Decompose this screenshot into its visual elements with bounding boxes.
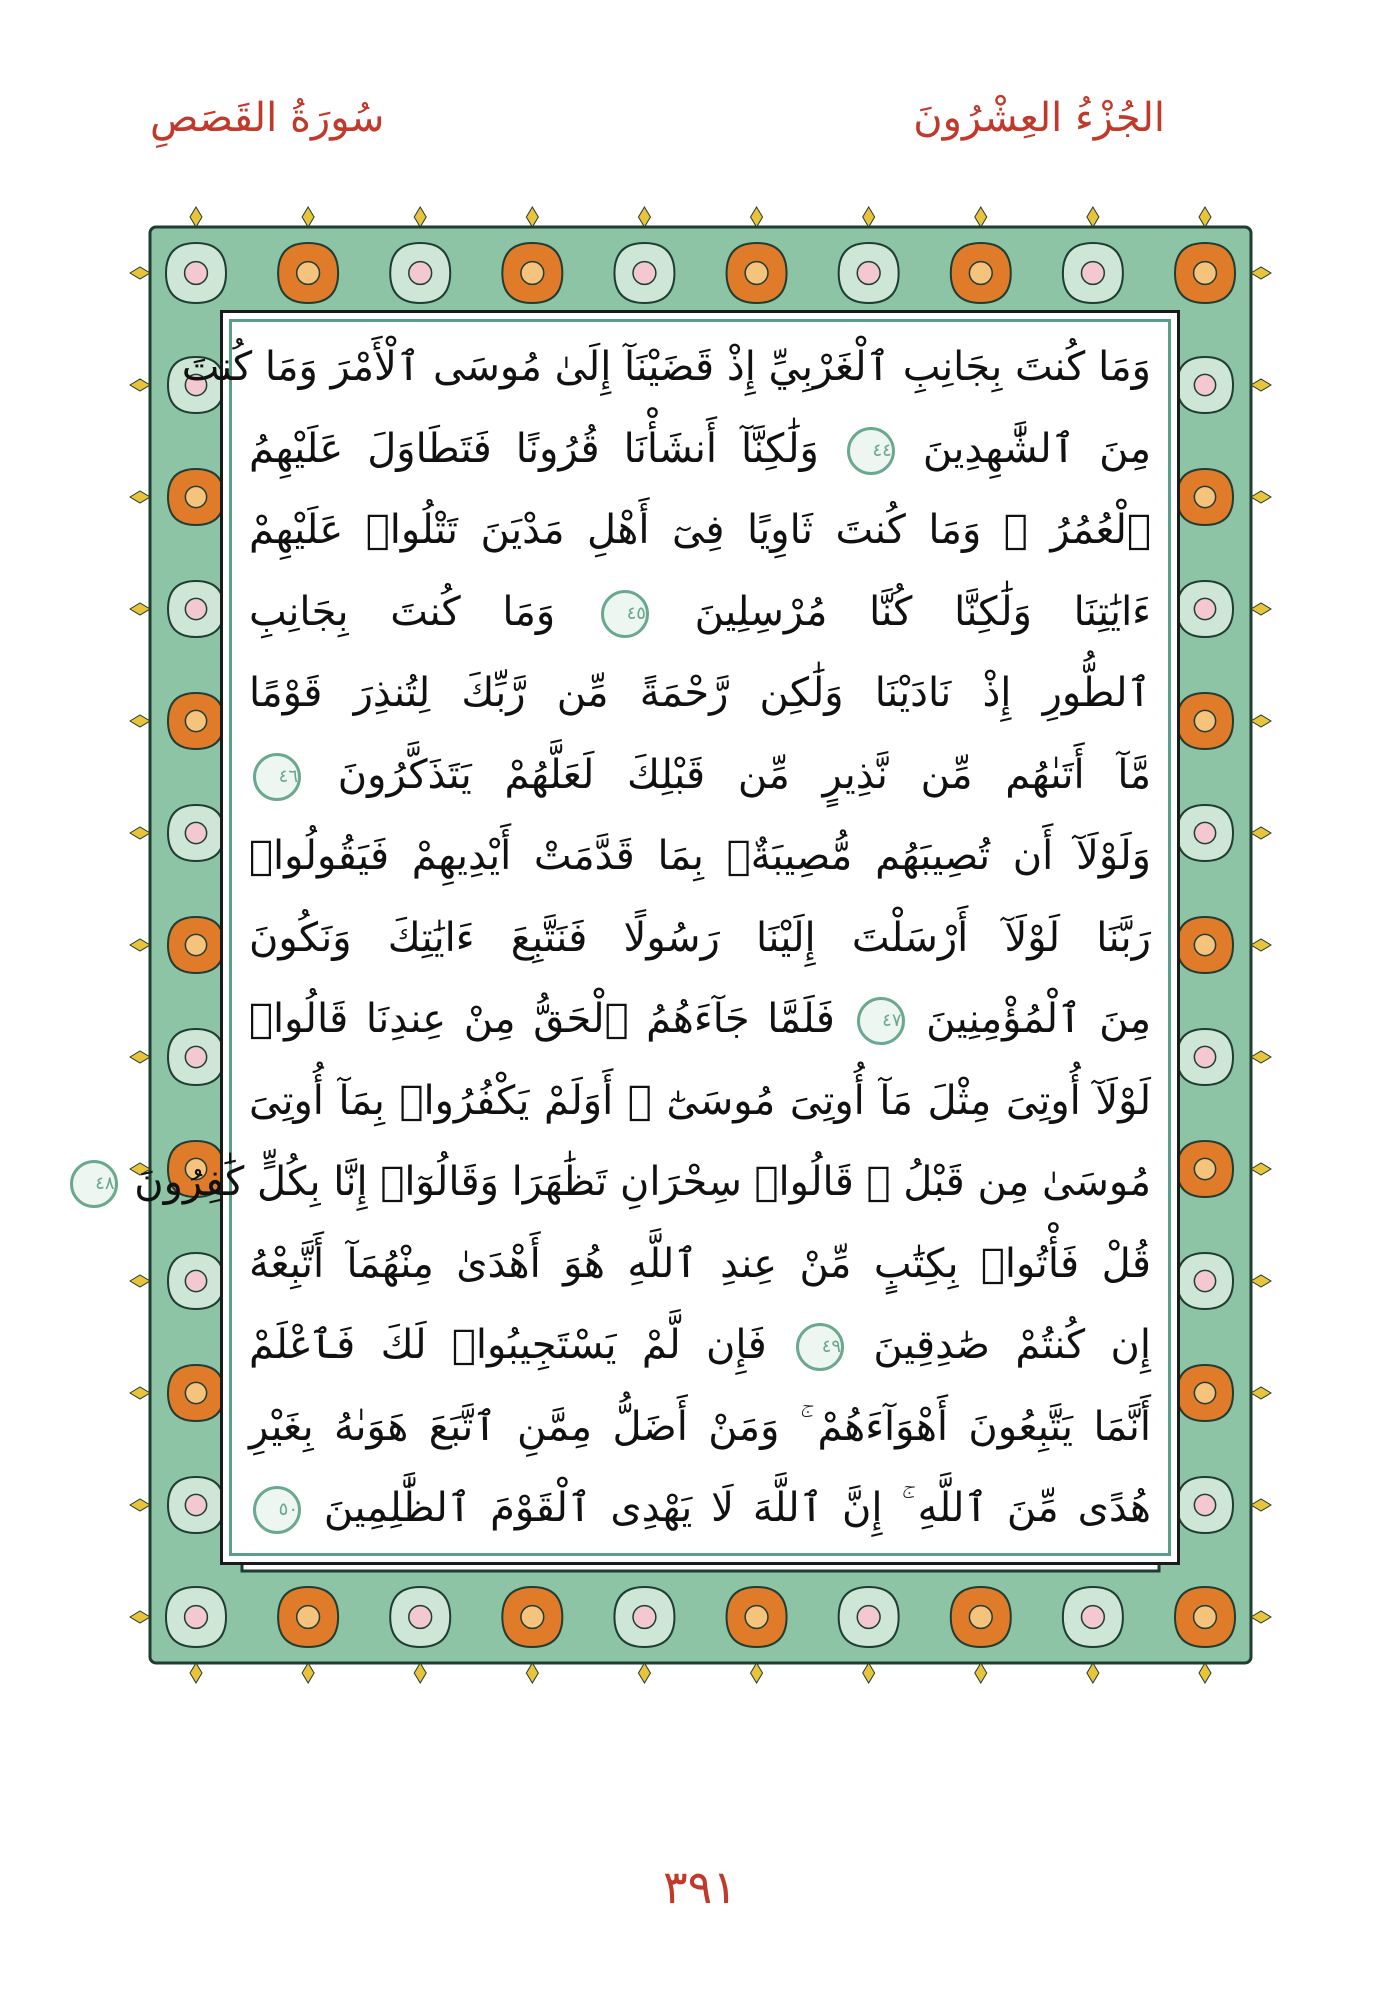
frame-pendant-right — [1251, 1387, 1271, 1399]
frame-pendant-right — [1251, 491, 1271, 503]
frame-motif-left-center — [185, 710, 206, 731]
verse-lines — [95, 331, 1152, 1544]
frame-motif-bottom-center — [1194, 1606, 1217, 1629]
frame-pendant-left — [130, 603, 150, 615]
frame-pendant-top — [863, 207, 875, 227]
frame-motif-top-center — [1194, 262, 1217, 285]
frame-pendant-bottom — [1199, 1663, 1211, 1683]
frame-motif-bottom-center — [857, 1606, 880, 1629]
verse-line — [249, 983, 1151, 1055]
verse-line — [249, 1391, 1151, 1463]
verse-line — [95, 1146, 1151, 1218]
frame-motif-bottom-center — [633, 1606, 656, 1629]
verse-text: مَّآ أَتَىٰهُم مِّن نَّذِيرٍ مِّن قَبْلِكَ لَعَلَّهُمْ يَتَذَكَّرُونَ — [337, 751, 1151, 798]
frame-motif-top-center — [1081, 262, 1104, 285]
verse-text: أَنَّمَا يَتَّبِعُونَ أَهْوَآءَهُمْ ۚ وَمَنْ أَضَلُّ مِمَّنِ ٱتَّبَعَ هَوَىٰهُ بِغَيْرِ — [249, 1403, 1151, 1450]
frame-pendant-left — [130, 1387, 150, 1399]
frame-pendant-bottom — [638, 1663, 650, 1683]
ayah-number-marker: ٤٨ — [70, 1160, 118, 1208]
frame-motif-left-center — [185, 934, 206, 955]
verse-line — [249, 1472, 1151, 1544]
verse-text: ءَايَٰتِنَا وَلَٰكِنَّا كُنَّا مُرْسِلِينَ — [694, 588, 1151, 635]
frame-pendant-top — [975, 207, 987, 227]
frame-motif-top-center — [745, 262, 768, 285]
frame-pendant-bottom — [526, 1663, 538, 1683]
frame-pendant-top — [638, 207, 650, 227]
verse-line — [249, 576, 1151, 648]
frame-pendant-bottom — [302, 1663, 314, 1683]
verse-line — [249, 657, 1151, 729]
verse-text: ٱلطُّورِ إِذْ نَادَيْنَا وَلَٰكِن رَّحْمَةً مِّن رَّبِّكَ لِتُنذِرَ قَوْمًا — [249, 670, 1151, 716]
frame-pendant-right — [1251, 715, 1271, 727]
frame-motif-right-center — [1194, 934, 1215, 955]
verse-text: مِنَ ٱلشَّٰهِدِينَ — [922, 425, 1151, 472]
verse-line — [181, 331, 1151, 403]
verse-line — [249, 1228, 1151, 1300]
frame-motif-bottom-center — [409, 1606, 432, 1629]
frame-motif-right-center — [1194, 822, 1215, 843]
verse-text-continued: وَمَا كُنتَ بِجَانِبِ — [249, 588, 556, 635]
frame-pendant-top — [751, 207, 763, 227]
page-header — [0, 95, 1400, 165]
verse-line — [249, 413, 1151, 485]
frame-pendant-top — [1199, 207, 1211, 227]
verse-line — [249, 820, 1151, 892]
frame-pendant-left — [130, 1611, 150, 1623]
verse-line — [249, 494, 1151, 566]
frame-motif-top-center — [633, 262, 656, 285]
verse-text-continued: فَلَمَّا جَآءَهُمُ ٱلْحَقُّ مِنْ عِندِنَا قَالُوا۟ — [249, 996, 835, 1042]
frame-pendant-left — [130, 379, 150, 391]
frame-motif-bottom-center — [745, 1606, 768, 1629]
verse-line — [249, 739, 1151, 811]
frame-motif-right-center — [1194, 1494, 1215, 1515]
frame-pendant-right — [1251, 1499, 1271, 1511]
frame-pendant-right — [1251, 267, 1271, 279]
verse-line — [249, 902, 1151, 974]
frame-motif-right-center — [1194, 374, 1215, 395]
frame-motif-top-center — [521, 262, 544, 285]
frame-motif-left-center — [185, 486, 206, 507]
verse-text-continued: فَإِن لَّمْ يَسْتَجِيبُوا۟ لَكَ فَٱعْلَمْ — [249, 1322, 767, 1368]
frame-pendant-top — [526, 207, 538, 227]
frame-pendant-right — [1251, 939, 1271, 951]
frame-pendant-right — [1251, 1163, 1271, 1175]
frame-pendant-left — [130, 939, 150, 951]
juz-title: الجُزْءُ العِشْرُونَ — [913, 95, 1165, 141]
frame-pendant-bottom — [751, 1663, 763, 1683]
frame-pendant-left — [130, 267, 150, 279]
verse-text-continued: وَلَٰكِنَّآ أَنشَأْنَا قُرُونًا فَتَطَاوَلَ عَلَيْهِمُ — [249, 425, 819, 472]
frame-pendant-left — [130, 827, 150, 839]
frame-motif-right-center — [1194, 486, 1215, 507]
frame-motif-left-center — [185, 1270, 206, 1291]
ayah-number-marker: ٤٦ — [253, 753, 301, 801]
frame-motif-bottom-center — [969, 1606, 992, 1629]
verse-text: رَبَّنَا لَوْلَآ أَرْسَلْتَ إِلَيْنَا رَسُولًا فَنَتَّبِعَ ءَايَٰتِكَ وَنَكُونَ — [249, 914, 1151, 961]
verse-text: ٱلْعُمُرُ ۚ وَمَا كُنتَ ثَاوِيًا فِىٓ أَهْلِ مَدْيَنَ تَتْلُوا۟ عَلَيْهِمْ — [249, 507, 1151, 553]
ayah-number-marker: ٥٠ — [253, 1486, 301, 1534]
frame-pendant-right — [1251, 1611, 1271, 1623]
frame-pendant-right — [1251, 827, 1271, 839]
page-number: ٣٩١ — [662, 1860, 738, 1914]
frame-motif-right-center — [1194, 710, 1215, 731]
frame-pendant-left — [130, 1051, 150, 1063]
frame-pendant-left — [130, 715, 150, 727]
frame-pendant-top — [190, 207, 202, 227]
frame-motif-left-center — [185, 822, 206, 843]
frame-motif-top-center — [185, 262, 208, 285]
frame-pendant-bottom — [1087, 1663, 1099, 1683]
frame-motif-left-center — [185, 1494, 206, 1515]
verse-text: وَلَوْلَآ أَن تُصِيبَهُم مُّصِيبَةٌۢ بِمَا قَدَّمَتْ أَيْدِيهِمْ فَيَقُولُوا۟ — [249, 833, 1151, 879]
verse-text: وَمَا كُنتَ بِجَانِبِ ٱلْغَرْبِيِّ إِذْ قَضَيْنَآ إِلَىٰ مُوسَى ٱلْأَمْرَ وَمَا كُنتَ — [181, 344, 1151, 390]
frame-motif-top-center — [969, 262, 992, 285]
frame-pendant-left — [130, 491, 150, 503]
frame-motif-right-center — [1194, 1382, 1215, 1403]
ayah-number-marker: ٤٥ — [601, 590, 649, 638]
frame-motif-bottom-center — [297, 1606, 320, 1629]
verse-line — [249, 1309, 1151, 1381]
verse-text: لَوْلَآ أُوتِىَ مِثْلَ مَآ أُوتِىَ مُوسَىٰٓ ۚ أَوَلَمْ يَكْفُرُوا۟ بِمَآ أُوتِىَ — [249, 1077, 1151, 1124]
frame-motif-top-center — [409, 262, 432, 285]
ayah-number-marker: ٤٤ — [847, 427, 895, 475]
frame-pendant-bottom — [863, 1663, 875, 1683]
frame-pendant-bottom — [190, 1663, 202, 1683]
frame-pendant-right — [1251, 1051, 1271, 1063]
frame-pendant-bottom — [975, 1663, 987, 1683]
frame-pendant-top — [1087, 207, 1099, 227]
surah-title: سُورَةُ القَصَصِ — [150, 95, 385, 141]
frame-pendant-right — [1251, 603, 1271, 615]
quran-text-panel — [95, 310, 1180, 1565]
frame-motif-top-center — [297, 262, 320, 285]
frame-motif-bottom-center — [521, 1606, 544, 1629]
frame-motif-bottom-center — [1081, 1606, 1104, 1629]
frame-motif-right-center — [1194, 598, 1215, 619]
frame-pendant-top — [302, 207, 314, 227]
frame-pendant-right — [1251, 1275, 1271, 1287]
verse-text: إِن كُنتُمْ صَٰدِقِينَ — [873, 1322, 1152, 1368]
ayah-number-marker: ٤٩ — [796, 1323, 844, 1371]
verse-text: مُوسَىٰ مِن قَبْلُ ۖ قَالُوا۟ سِحْرَانِ تَظَٰهَرَا وَقَالُوٓا۟ إِنَّا بِكُلٍّ كَٰفِرُونَ — [134, 1159, 1151, 1205]
frame-motif-right-center — [1194, 1158, 1215, 1179]
frame-motif-left-center — [185, 1382, 206, 1403]
frame-pendant-top — [414, 207, 426, 227]
frame-pendant-right — [1251, 379, 1271, 391]
verse-text: مِنَ ٱلْمُؤْمِنِينَ — [926, 996, 1152, 1042]
verse-text: قُلْ فَأْتُوا۟ بِكِتَٰبٍ مِّنْ عِندِ ٱللَّهِ هُوَ أَهْدَىٰ مِنْهُمَآ أَتَّبِعْهُ — [249, 1240, 1151, 1287]
frame-motif-right-center — [1194, 1046, 1215, 1067]
verse-line — [249, 1065, 1151, 1137]
frame-pendant-left — [130, 1275, 150, 1287]
frame-motif-left-center — [185, 598, 206, 619]
frame-pendant-bottom — [414, 1663, 426, 1683]
frame-motif-left-center — [185, 1046, 206, 1067]
frame-motif-bottom-center — [185, 1606, 208, 1629]
frame-motif-right-center — [1194, 1270, 1215, 1291]
ayah-number-marker: ٤٧ — [857, 997, 905, 1045]
frame-motif-top-center — [857, 262, 880, 285]
verse-text: هُدًى مِّنَ ٱللَّهِ ۚ إِنَّ ٱللَّهَ لَا يَهْدِى ٱلْقَوْمَ ٱلظَّٰلِمِينَ — [323, 1485, 1151, 1531]
frame-pendant-left — [130, 1499, 150, 1511]
